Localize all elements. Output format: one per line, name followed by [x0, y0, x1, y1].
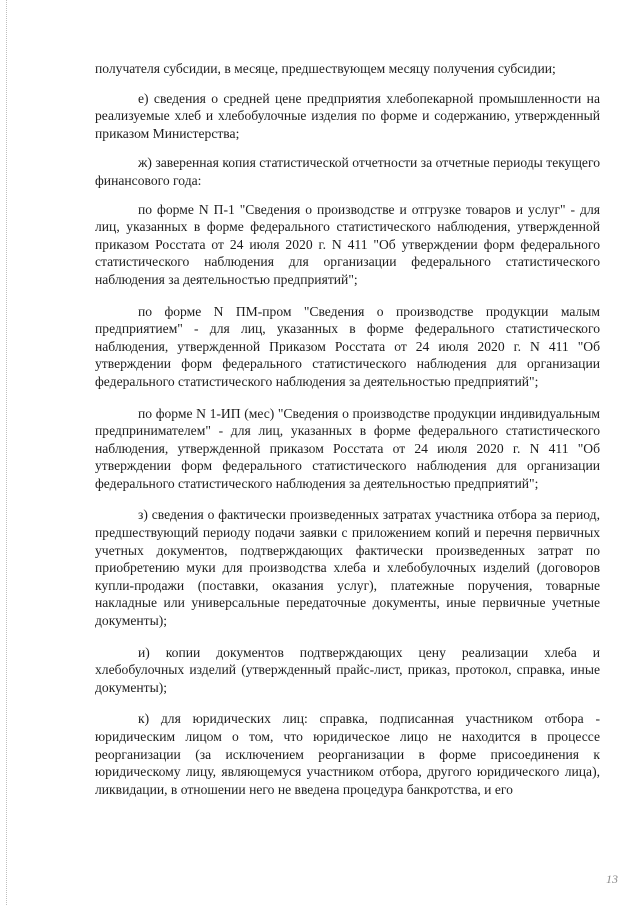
page-number: 13 — [606, 872, 618, 886]
paragraph-form-pm-prom: по форме N ПМ-пром "Сведения о производстве продукции малым предприятием" - для лиц, указанных в форме федерального статистического наблюдения, утвержденной Приказом Росстата от 24 июля 2020 г. N 411 "Об утверждении форм федерального статистического наблюдения для организации федерального статистического наблюдения за деятельностью предприятий"; — [95, 303, 600, 389]
paragraph-form-1ip: по форме N 1-ИП (мес) "Сведения о производстве продукции индивидуальным предпринимателем" - для лиц, указанных в форме федерального статистического наблюдения, утвержденной приказом Росстата от 24 июля 2020 г. N 411 "Об утверждении форм федерального статистического наблюдения для организации федерального статистического наблюдения за деятельностью предприятий"; — [95, 405, 600, 491]
page-left-edge — [6, 0, 8, 905]
document-body — [95, 60, 600, 798]
paragraph-zh: ж) заверенная копия статистической отчетности за отчетные периоды текущего финансового года: — [95, 155, 600, 188]
paragraph-i: и) копии документов подтверждающих цену реализации хлеба и хлебобулочных изделий (утвержденный прайс-лист, приказ, протокол, справка, иные документы); — [95, 644, 600, 695]
paragraph-k: к) для юридических лиц: справка, подписанная участником отбора - юридическим лицом о том, что юридическое лицо не находится в процессе реорганизации (за исключением реорганизации в форме присоединения к юридическому лицу, являющемуся участником отбора, другого юридического лица), ликвидации, в отношении него не введена процедура банкротства, и его — [95, 711, 600, 797]
paragraph-form-p1: по форме N П-1 "Сведения о производстве и отгрузке товаров и услуг" - для лиц, указанных в форме федерального статистического наблюдения, утвержденной приказом Росстата от 24 июля 2020 г. N 411 "Об утверждении форм федерального статистического наблюдения для организации федерального статистического наблюдения за деятельностью предприятий"; — [95, 201, 600, 287]
paragraph-z: з) сведения о фактически произведенных затратах участника отбора за период, предшествующий периоду подачи заявки с приложением копий и перечня первичных учетных документов, подтверждающих фактически произведенных затрат по приобретению муки для производства хлеба и хлебобулочных изделий (договоров купли-продажи (поставки, оказания услуг), платежные поручения, товарные накладные или универсальные передаточные документы, иные первичные учетные документы); — [95, 507, 600, 629]
paragraph-e: е) сведения о средней цене предприятия хлебопекарной промышленности на реализуемые хлеб и хлебобулочные изделия по форме и содержанию, утвержденный приказом Министерства; — [95, 90, 600, 141]
paragraph-continuation: получателя субсидии, в месяце, предшествующем месяцу получения субсидии; — [95, 61, 556, 76]
